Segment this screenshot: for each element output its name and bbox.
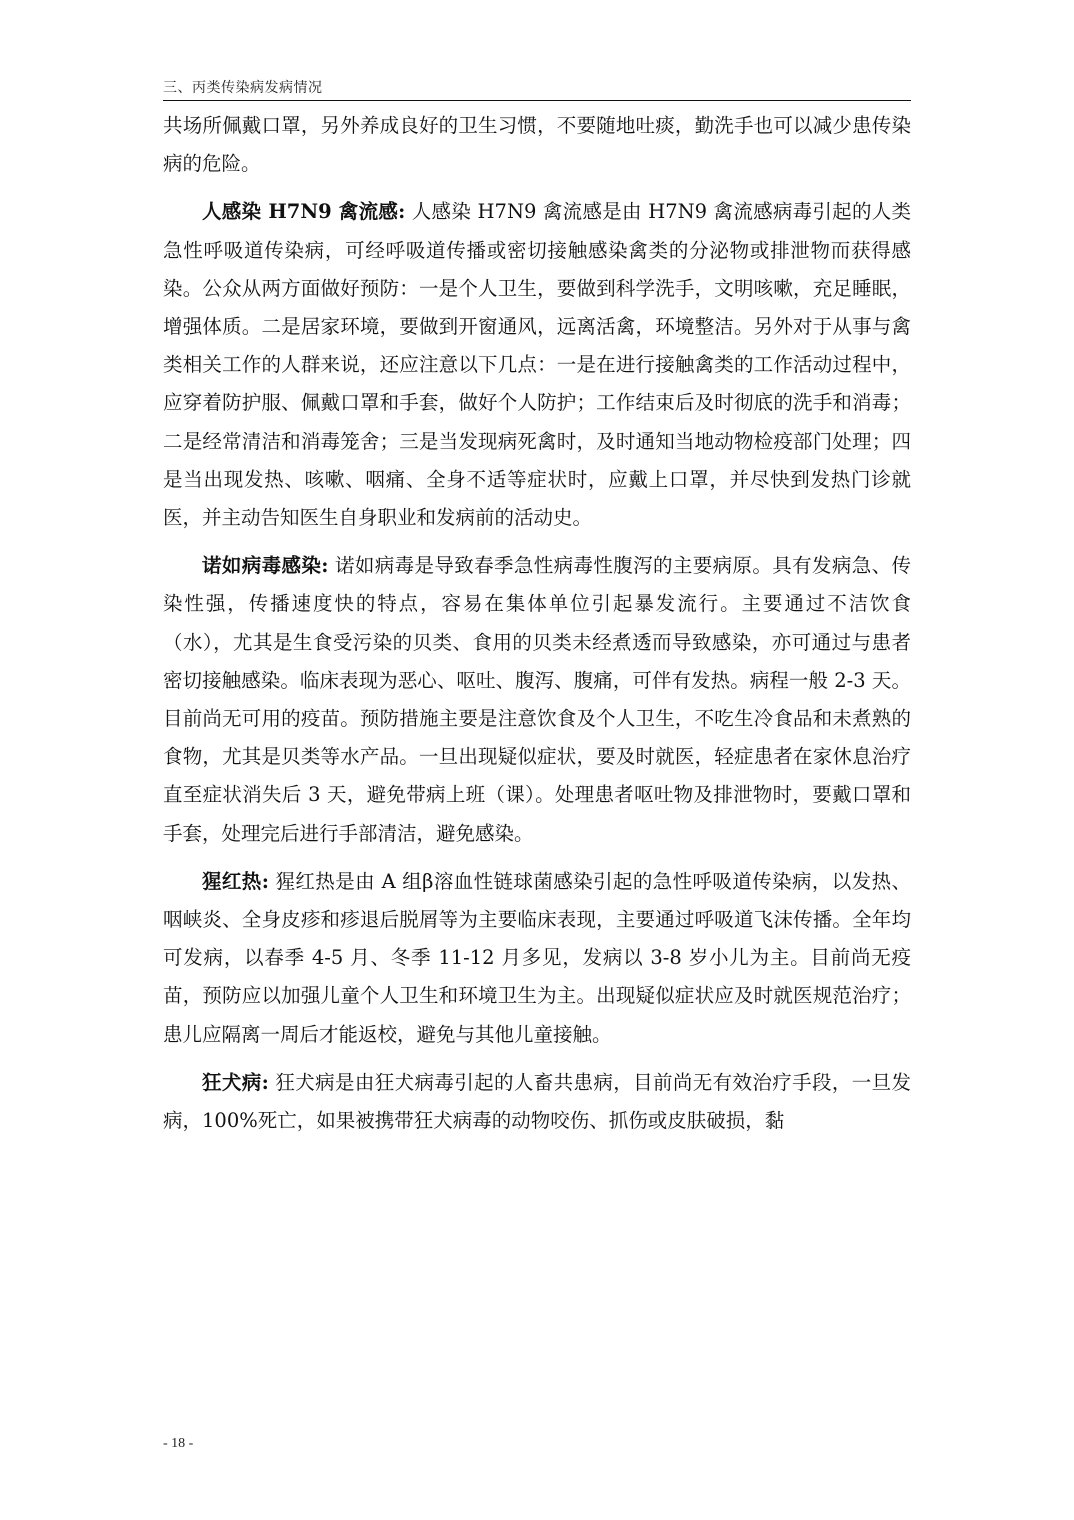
term-scarlet-fever: 猩红热: [202,869,269,893]
term-rabies: 狂犬病: [202,1070,269,1094]
paragraph-rabies [163,1064,911,1140]
term-h7n9: 人感染 H7N9 禽流感: [202,200,406,224]
paragraph-text: 人感染 H7N9 禽流感是由 H7N9 禽流感病毒引起的人类急性呼吸道传染病，可经呼吸道传播或密切接触感染禽类的分泌物或排泄物而获得感染。公众从两方面做好预防：一是个人卫生，要做到科学洗手，文明咳嗽，充足睡眠，增强体质。二是居家环境，要做到开窗通风，远离活禽，环境整洁。另外对于从事与禽类相关工作的人群来说，还应注意以下几点：一是在进行接触禽类的工作活动过程中，应穿着防护服、佩戴口罩和手套，做好个人防护；工作结束后及时彻底的洗手和消毒；二是经常清洁和消毒笼舍；三是当发现病死禽时，及时通知当地动物检疫部门处理；四是当出现发热、咳嗽、咽痛、全身不适等症状时，应戴上口罩，并尽快到发热门诊就医，并主动告知医生自身职业和发病前的活动史。 [163,200,911,530]
page-number: - 18 - [163,1436,194,1451]
paragraph-continuation [163,107,911,183]
paragraph-h7n9 [163,193,911,537]
paragraph-text: 狂犬病是由狂犬病毒引起的人畜共患病，目前尚无有效治疗手段，一旦发病，100%死亡，如果被携带狂犬病毒的动物咬伤、抓伤或皮肤破损，黏 [163,1070,911,1133]
paragraph-norovirus [163,547,911,853]
term-norovirus: 诺如病毒感染: [202,554,329,578]
paragraph-scarlet-fever [163,863,911,1054]
running-header: 三、丙类传染病发病情况 [163,80,323,96]
paragraph-text: 共场所佩戴口罩，另外养成良好的卫生习惯，不要随地吐痰，勤洗手也可以减少患传染病的危险。 [163,114,911,176]
body-text [163,107,911,1150]
header-divider [163,100,911,101]
paragraph-text: 猩红热是由 A 组β溶血性链球菌感染引起的急性呼吸道传染病，以发热、咽峡炎、全身皮疹和疹退后脱屑等为主要临床表现，主要通过呼吸道飞沫传播。全年均可发病，以春季 4-5 月、冬季 11-12 月多见，发病以 3-8 岁小儿为主。目前尚无疫苗，预防应以加强儿童个人卫生和环境卫生为主。出现疑似症状应及时就医规范治疗；患儿应隔离一周后才能返校，避免与其他儿童接触。 [163,869,912,1046]
paragraph-text: 诺如病毒是导致春季急性病毒性腹泻的主要病原。具有发病急、传染性强，传播速度快的特点，容易在集体单位引起暴发流行。主要通过不洁饮食（水），尤其是生食受污染的贝类、食用的贝类未经煮透而导致感染，亦可通过与患者密切接触感染。临床表现为恶心、呕吐、腹泻、腹痛，可伴有发热。病程一般 2-3 天。目前尚无可用的疫苗。预防措施主要是注意饮食及个人卫生，不吃生冷食品和未煮熟的食物，尤其是贝类等水产品。一旦出现疑似症状，要及时就医，轻症患者在家休息治疗直至症状消失后 3 天，避免带病上班（课）。处理患者呕吐物及排泄物时，要戴口罩和手套，处理完后进行手部清洁，避免感染。 [163,554,912,845]
